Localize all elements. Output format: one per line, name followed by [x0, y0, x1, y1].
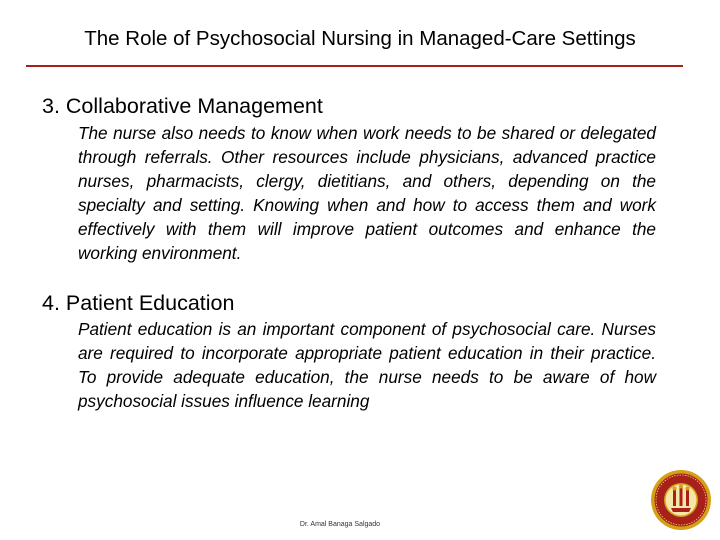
section-body-patient-education: Patient education is an important component of psychosocial care. Nurses are required to incorporate appropriate patient education in their practice. To provide adequate education, the nurse needs to be aware of how psychosocial issues influence learning	[78, 319, 656, 411]
footer-author: Dr. Amal Banaga Salgado	[299, 521, 381, 528]
university-seal-icon	[650, 469, 712, 531]
slide-title: The Role of Psychosocial Nursing in Managed-Care Settings	[84, 27, 636, 50]
title-divider	[26, 65, 683, 67]
section-heading-collaborative-management: 3. Collaborative Management	[42, 94, 323, 118]
section-heading-patient-education: 4. Patient Education	[42, 291, 235, 315]
section-body-collaborative-management: The nurse also needs to know when work needs to be shared or delegated through referrals. Other resources include physicians, advanced practice nurses, pharmacists, clergy, dietitians, and others, depending on the specialty and setting. Knowing when and how to access them and work effectively with them will improve patient outcomes and enhance the working environment.	[78, 123, 656, 263]
